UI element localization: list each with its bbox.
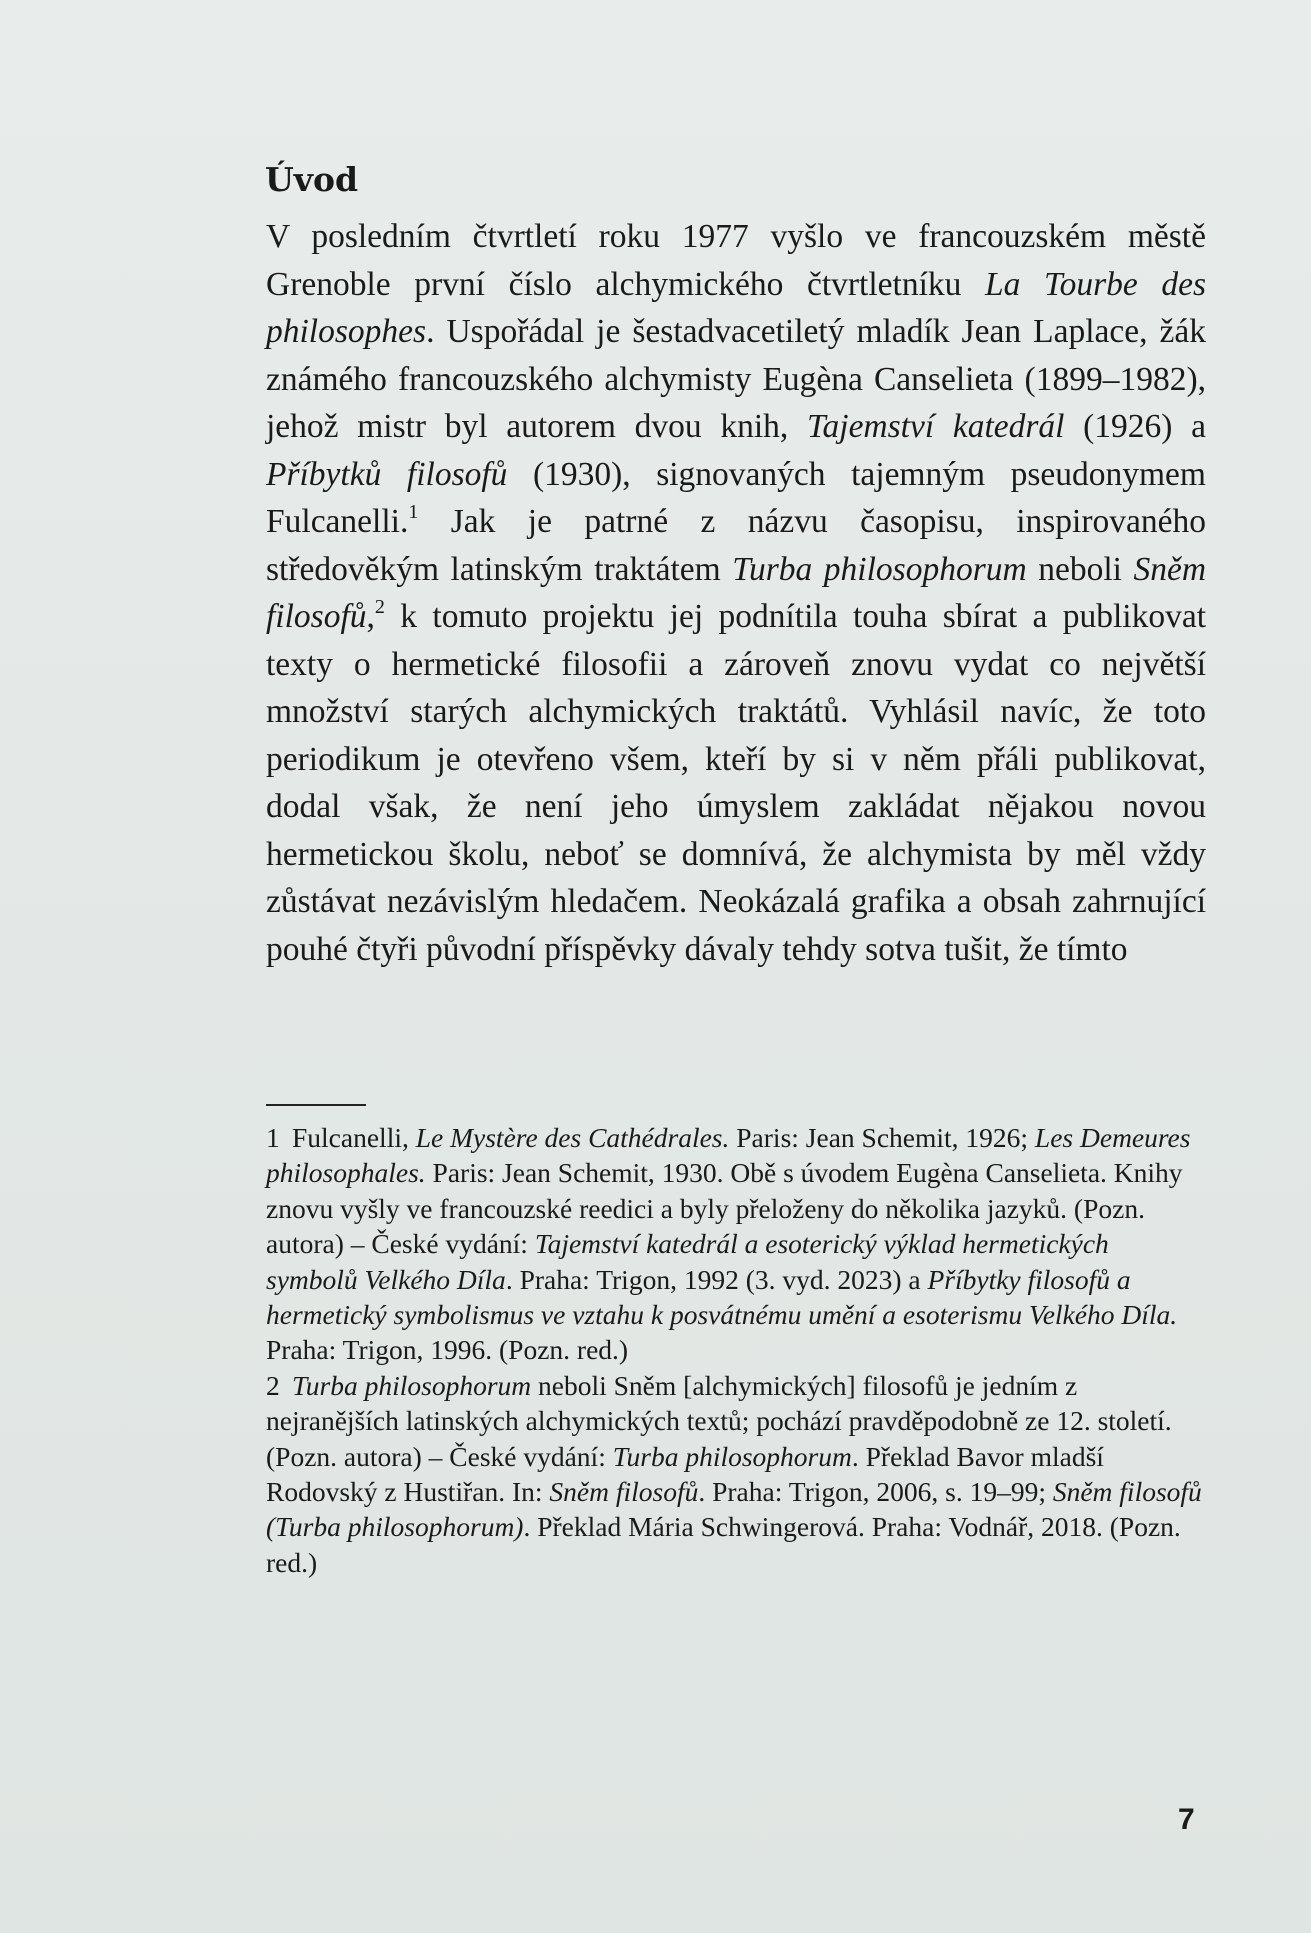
text-run: k tomuto projektu jej podnítila touha sbírat a publikovat texty o hermetické filosofii a zároveň znovu vydat co největší množství starých alchymických traktátů. Vyhlásil navíc, že toto periodikum je otevřeno všem, kteří by si v něm přáli publikovat, dodal však, že není jeho úmyslem zakládat nějakou novou hermetickou školu, neboť se domnívá, že alchymista by měl vždy zůstávat nezávislým hledačem. Neokázalá grafika a obsah zahrnující pouhé čtyři původní příspěvky dávaly tehdy sotva tušit, že tímto (266, 598, 1206, 968)
italic-title: Turba philosophorum (732, 550, 1027, 588)
text-run: Paris: Jean Schemit, 1926; (729, 1122, 1035, 1153)
italic-title: Sněm filosofů (Turba philosophorum) (266, 1476, 1202, 1543)
body-paragraph (266, 213, 1206, 973)
italic-title: Turba philosophorum (292, 1369, 532, 1401)
italic-title: Le Mystère des Cathédrales. (415, 1122, 730, 1153)
text-run: , (366, 598, 375, 635)
footnote-number: 2 (266, 1369, 280, 1401)
footnote-text (266, 1370, 1202, 1578)
footnote-2 (266, 1368, 1206, 1580)
text-run: . Praha: Trigon, 1992 (3. vyd. 2023) a (505, 1263, 928, 1295)
text-run: Jak je patrné z názvu časopisu, inspirovaného středověkým latinským traktátem (266, 503, 1206, 588)
footnote-separator (266, 1104, 366, 1106)
text-run: Praha: Trigon, 1996. (Pozn. red.) (266, 1334, 629, 1366)
text-run: Fulcanelli, (292, 1122, 416, 1153)
text-run: (1930), signovaných tajemným pseudonymem Fulcanelli. (266, 455, 1206, 540)
italic-title: Les Demeures philosophales. (266, 1122, 1191, 1189)
italic-title: Turba philosophorum (612, 1440, 852, 1472)
footnote-number: 1 (266, 1122, 280, 1153)
text-run: V posledním čtvrtletí roku 1977 vyšlo ve francouzském městě Grenoble první číslo alchymického čtvrtletníku (266, 218, 1206, 303)
italic-title: Příbytky filosofů a hermetický symbolismus ve vztahu k posvátnému umění a esoterismu Velkého Díla. (266, 1263, 1178, 1331)
footnotes (266, 1120, 1206, 1580)
italic-title: Tajemství katedrál (806, 408, 1065, 445)
footnote-reference[interactable]: 1 (408, 500, 419, 523)
italic-title: Tajemství katedrál a esoterický výklad hermetických symbolů Velkého Díla (266, 1228, 1109, 1295)
text-run: Paris: Jean Schemit, 1930. Obě s úvodem Eugèna Canselieta. Knihy znovu vyšly ve francouzské reedici a byly přeloženy do několika jazyků. (Pozn. autora) – České vydání: (266, 1157, 1183, 1260)
text-run: . Uspořádal je šestadvacetiletý mladík Jean Laplace, žák známého francouzského alchymisty Eugèna Canselieta (1899–1982), jehož mistr byl autorem dvou knih, (266, 313, 1206, 445)
italic-title: Sněm filosofů (549, 1476, 699, 1508)
text-run: . Praha: Trigon, 2006, s. 19–99; (698, 1476, 1053, 1508)
text-run: (1926) a (1064, 408, 1206, 445)
text-run: neboli (1026, 550, 1134, 588)
section-heading: Úvod (265, 160, 359, 199)
page-number: 7 (1178, 1803, 1195, 1836)
text-run: neboli Sněm [alchymických] filosofů je jedním z nejranějších latinských alchymických textů; pochází pravděpodobně ze 12. století. (Pozn. autora) – České vydání: (266, 1369, 1172, 1472)
italic-title: Sněm filosofů (266, 550, 1207, 635)
footnote-reference[interactable]: 2 (374, 595, 385, 618)
italic-title: Příbytků filosofů (266, 455, 508, 493)
text-run: . Překlad Bavor mladší Rodovský z Hustiřan. In: (266, 1440, 1104, 1508)
footnote-text (266, 1122, 1190, 1365)
italic-title: La Tourbe des philosophes (266, 265, 1206, 350)
text-run: . Překlad Mária Schwingerová. Praha: Vodnář, 2018. (Pozn. red.) (266, 1511, 1181, 1578)
footnote-1 (266, 1120, 1206, 1368)
